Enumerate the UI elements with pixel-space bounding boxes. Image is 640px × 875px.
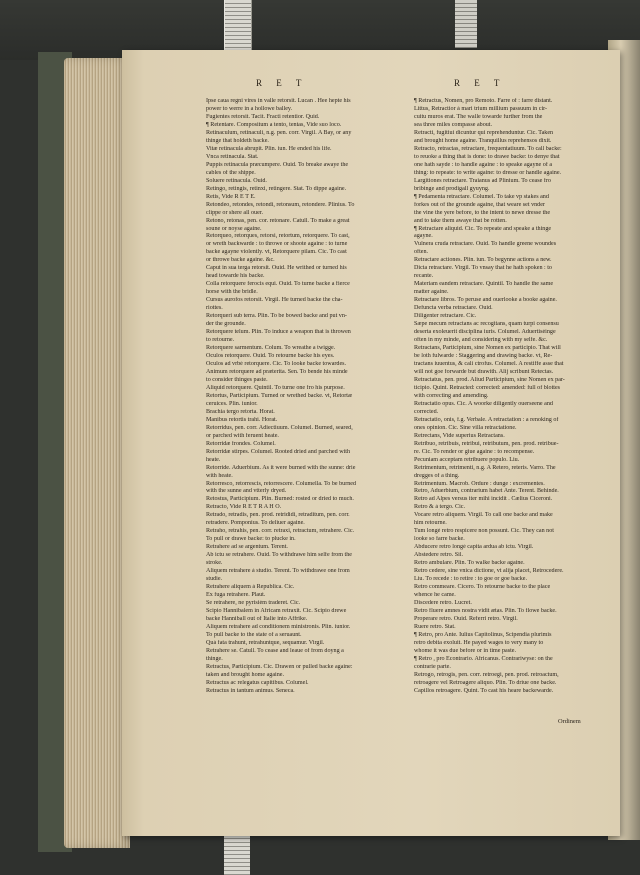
text-line: the vine the yere before, to the intent to newe dresse the [414, 209, 551, 216]
text-line: corrected. [414, 408, 439, 415]
text-line: backe agayne violently. vt, Retorquere pilam. Cic. To cast [206, 249, 347, 256]
text-line: Retrahere se. Catull. To cease and leaue of from doyng a [206, 647, 344, 654]
text-line: studie. [206, 576, 223, 583]
text-line: Abstedere retro. Sil. [414, 552, 464, 559]
text-line: Retraho, retrahis, pen. corr. retraxi, retractum, retrahere. Cic. [206, 528, 355, 535]
text-line: Soluere retinacula. Ouid. [206, 177, 267, 184]
text-line: Puppis retinacula præcumpere. Ouid. To breake awaye the [206, 161, 349, 168]
text-line: recante. [414, 273, 434, 280]
text-line: or wreth backwarde : to throwe or shoote againe : to turne [206, 241, 348, 248]
text-line: Retortus, Participium. Turned or wrethed backe. vt, Retortæ [206, 392, 353, 399]
text-line: ¶ Retractus, Nomen, pro Remoto. Farre of : farre distant. [414, 98, 553, 104]
text-line: whome it was due before or in time paste. [414, 647, 517, 654]
text-line: ones opinion. Cic. Sine villa retractatione. [414, 424, 517, 431]
text-line: often. [414, 249, 429, 256]
text-line: Retro ad Alpes versus iter mihi incidit . Cælius Ciceroni. [414, 496, 553, 503]
text-line: Retostus, Participium. Plin. Burned: rosted or dried to much. [206, 496, 354, 503]
text-line: Aliquem retrahere ad conditionem ministronis. Plin. iunior. [206, 623, 351, 630]
text-line: or throwe backe againe. &c. [206, 257, 275, 264]
text-line: Vitæ retinacula abrupit. Plin. iun. He ended his life. [206, 145, 332, 152]
text-line: Colla retorquere ferocis equi. Ouid. To turne backe a fierce [206, 281, 350, 288]
text-line: Materiam eandem retractare. Quintil. To handle the same [414, 281, 554, 288]
text-line: Retrectans, Vide superius Retractans. [414, 432, 505, 439]
text-line: Pecuniam acceptam retribuere populo. Liu. [414, 456, 520, 463]
text-line: Retorridæ frondes. Columel. [206, 440, 276, 447]
text-line: bribinge and prodigall gyuyng. [414, 185, 490, 192]
text-line: Properare retro. Ouid. Referri retro. Virgil. [414, 615, 518, 622]
text-line: Retorridus, pen. corr. Adiectiuum. Columel. Burned, seared, [206, 424, 353, 431]
text-line: Defuncta verba retractare. Ouid. [414, 305, 493, 312]
text-line: horse with the bridle. [206, 289, 258, 296]
text-line: often in my minde, and considering with my selfe. &c. [414, 337, 548, 344]
text-line: ¶ Retentare. Compositum a tento, tentas, Vide suo loco. [206, 121, 342, 128]
text-line: Capillos retroagere. Quint. To cast his heare backewarde. [414, 687, 554, 694]
text-line: Vocare retro aliquem. Virgil. To call one backe and make [414, 512, 553, 519]
text-line: matter againe. [414, 289, 449, 296]
text-line: Retono, retonas, pen. cor. retonare. Catull. To make a great [206, 217, 350, 224]
text-line: Retrahere ad se argentum. Terent. [206, 544, 288, 551]
text-line: Retorquere telum. Plin. To induce a weapon that is throwen [206, 329, 351, 336]
text-line: Abducere retro longè capita ardua ab ictu. Virgil. [414, 544, 534, 551]
text-line: To pull or drawe backe: to plucke in. [206, 536, 296, 543]
text-line: Ruere retro. Stat. [414, 623, 456, 630]
text-line: Retractatio, onis, f.g. Verbale. A retractation : a renoking of [414, 416, 559, 423]
text-line: Retorquere sarmentum. Colum. To wreathe a twigge. [206, 345, 336, 352]
text-line: ¶ Pedamenta retractare. Columel. To take vp stakes and [414, 193, 549, 200]
text-line: Retondeo, retondes, retondi, retonsum, retondere. Plinius. To [206, 201, 355, 208]
text-line: der the grounde. [206, 321, 246, 328]
text-line: stroke. [206, 560, 223, 567]
text-line: Retribuo, retribuis, retribui, retributum, pen. prod. retribue- [414, 440, 559, 447]
text-line: ticipio. Quint. Retracted: corrected: amended: full of blottes [414, 384, 561, 391]
text-line: retradere. Pomponius. To deliuer againe. [206, 520, 305, 527]
text-line: Ipse caua regni vires in valle retorsit. Lucan . Hee hepte his [206, 98, 351, 104]
running-head-right: R E T [454, 78, 506, 88]
text-line: Largitiones retractare. Traianus ad Plinium. To cease fro [414, 177, 551, 184]
text-line: Retracto, retractas, retractare, frequentatiuum. To call backe: [414, 145, 562, 152]
text-line: Retorridæ stirpes. Columel. Rooted dried and parched with [206, 448, 351, 455]
text-line: to reuoke a thing that is done: to drawe backe: to denye that [414, 153, 560, 160]
text-line: to retourne. [206, 337, 235, 344]
measurement-ruler-top [224, 0, 252, 56]
text-line: Dicta retractare. Virgil. To vnsay that he hath spoken : to [414, 265, 552, 272]
text-line: retro debita exoluit. He payed wages to very many to [414, 639, 544, 646]
text-line: power to werre in a hollowe balley. [206, 105, 293, 112]
text-line: tractans iuuentus, & cali ctrofus. Columel. A restiffe asse that [414, 360, 564, 367]
page-stack-edge [64, 58, 130, 848]
text-line: contrarie parte. [414, 663, 451, 670]
text-line: Discedere retro. Lucret. [414, 600, 472, 607]
text-line: Se retrahere, ne pyrisiém traderet. Cic. [206, 600, 301, 607]
text-line: Retinaculum, retinaculi, n.g. pen. corr. Virgil. A Bay, or any [206, 129, 352, 136]
text-line: backe Hanniball out of Italie into Affrike. [206, 615, 308, 622]
text-line: Caput in sua terga retorsit. Ouid. He writhed or turned his [206, 265, 347, 272]
text-line: Retractus ac relegatus capitibus. Columel. [206, 679, 309, 686]
text-line: Retro & à tergo. Cic. [414, 504, 465, 511]
text-line: Manibus retortis trahi. Horat. [206, 416, 278, 423]
text-line: riottes. [206, 305, 223, 312]
text-line: Retrogo, retrogis, pen. corr. retroegi, pen. prod. retroactum, [414, 671, 559, 678]
text-line: thing: to repeate: to write againe: to dresse or handle againe. [414, 169, 562, 176]
text-line: ¶ Retro , pro Econtrario. Africanus. Contrariwyse: on the [414, 655, 553, 662]
text-line: Retractare libros. To peruse and ouerlooke a booke againe. [414, 297, 557, 304]
text-line: with correcting and amending. [414, 392, 489, 399]
left-column [206, 98, 410, 696]
text-line: Oculos retorquere. Ouid. To retourne backe his eyes. [206, 353, 335, 359]
text-line: Retracti, fugitiui dicuntur qui reprehenduntur. Cic. Taken [414, 129, 554, 136]
text-line: Sæpe mecum retractans ac recogitans, quam turpi consensu [414, 321, 559, 328]
text-line: Retis, Vide R E T E. [206, 193, 256, 200]
text-line: heate. [206, 456, 221, 463]
text-line: To pull backe to the state of a seruaunt. [206, 631, 302, 638]
text-line: looke so farre backe. [414, 536, 465, 543]
text-line: Retorqueri sub terra. Plin. To be bowed backe and put vn- [206, 313, 347, 320]
text-line: Liu. To recede : to retire : to goe or goe backe. [414, 576, 527, 583]
text-line: clippe or shere all ouer. [206, 209, 264, 216]
catchword: Ordinem [558, 718, 581, 725]
text-line: with the sunne and vtterly dryed. [206, 488, 287, 495]
text-line: Aliquid retorquere. Quintil. To turne one fro his purpose. [206, 384, 345, 391]
text-line: and brought home againe. Tranquillus reprehensos dixit. [414, 137, 552, 144]
text-line: Aliquem retrahere à studio. Terent. To withdrawe one from [206, 568, 350, 575]
text-line: whence he came. [414, 592, 456, 599]
text-line: Fugientes retorsit. Tacit. Fracti retentior. Quid. [206, 113, 320, 120]
text-line: Retro cedere, sine vnica dictione, vt alija placet, Retrocedere. [414, 568, 564, 575]
text-line: taken and brought home againe. [206, 671, 285, 678]
text-line: soune or noyse againe. [206, 225, 262, 232]
text-line: deserta exoleuerit disciplina iuris. Columel. Aduertiséinge [414, 329, 556, 336]
text-line: Retro ambulare. Plin. To walke backe againe. [414, 560, 525, 567]
text-line: will not goe forwarde but drawith. Alij scribunt Retectas. [414, 368, 554, 375]
text-line: one hath sayde : to handle againe : to speake agayne of a [414, 161, 553, 168]
text-line: Retorqueo, retorques, retorsi, retortum, retorquere. To cast, [206, 233, 350, 240]
text-line: ¶ Retractare aliquid. Cic. To repeate and speake a thinge [414, 225, 552, 232]
text-line: him retourne. [414, 520, 447, 527]
text-line: forkes out of the grounde againe, that weare set vnder [414, 201, 545, 208]
text-line: head towarde his backe. [206, 273, 265, 280]
text-line: Oculos ad vrbé retorquere. Cic. To looke backe towardes. [206, 360, 347, 367]
text-line: dregges of a thing. [414, 472, 460, 479]
text-line: Quá fata trahunt, retrahuntque, sequamur. Virgil. [206, 639, 325, 646]
text-line: ¶ Retro, pro Ante. Iulius Capitolinus, Scipendia plurimis [414, 631, 552, 638]
text-line: Retrado, retradis, pen. prod. retrididi, retraditum, pen. corr. [206, 512, 350, 519]
text-line: cuitu muros erat. The walle towarde further from the [414, 113, 543, 120]
text-line: with heate. [206, 472, 233, 479]
text-line: Retro commeare. Cicero. To retourne backe to the place [414, 584, 551, 591]
text-line: Retracto, Vide R E T R A H O. [206, 504, 282, 511]
text-line: Tum longè retro respicere non possunt. Cic. They can not [414, 528, 554, 535]
text-line: retroagere vel Retroagere aliquo. Plin. To driue one backe. [414, 679, 557, 686]
measurement-ruler-top-right [455, 0, 477, 48]
text-line: Retrahere aliquem à Republica. Cic. [206, 584, 295, 591]
text-line: Animum retorquere ad præterita. Sen. To bende his minde [206, 368, 348, 375]
text-line: Retractus, Participium. Cic. Drawen or pulled backe againe: [206, 663, 353, 670]
text-line: Retorride. Aduerbium. As it were burned with the sunne: drie [206, 464, 356, 471]
text-line: Retrimentum. Macrob. Ordure : dunge : excrementes. [414, 480, 545, 487]
text-line: Scipio Hannibalem in Africam retraxit. Cic. Scipio drewe [206, 608, 347, 614]
right-column [414, 98, 618, 696]
text-line: thinge. [206, 655, 223, 662]
text-line: or parched with feruent heate. [206, 432, 279, 439]
text-line: be loth fulwarde : Staggering and drawing backe. vt, Re- [414, 353, 553, 359]
text-line: Littus, Retractior à mari trium millium passuum in cir- [414, 105, 548, 112]
text-line: Retractare actiones. Plin. iun. To begynne actions a new. [414, 257, 552, 264]
text-line: agayne. [414, 233, 433, 240]
text-line: Ex fuga retrahere. Plaut. [206, 592, 266, 599]
text-line: re. Cic. To render or giue againe : to recompense. [414, 448, 535, 455]
text-line: Retractatus, pen. prod. Aliud Participium, sine Nomen ex par- [414, 376, 565, 383]
text-line: Brachia tergo retorta. Horat. [206, 408, 275, 415]
text-line: Ab ictu se retrahere. Ouid. To withdrawe him selfe from the [206, 552, 353, 559]
running-head-left: R E T [256, 78, 308, 88]
text-line: to consider thinges paste. [206, 376, 268, 383]
text-line: thinge that holdeth backe. [206, 137, 269, 144]
text-line: ceruices. Plin. iunior. [206, 400, 258, 407]
text-line: Retrimentum, retrimenti, n.g. A Retero, reteris. Varro. The [414, 464, 556, 471]
text-line: Retro fluere amnes nostra vidit ætas. Plin. To flowe backe. [414, 608, 557, 614]
text-line: Retorresco, retorrescis, retorrescere. Columella. To be burned [206, 480, 357, 487]
text-line: Retro, Aduerbium, contrarium habet Ante. Terent. Behinde. [414, 488, 559, 495]
text-line: Retingo, retingis, retinxi, retingere. Stat. To dippe againe. [206, 185, 347, 192]
book-page [122, 50, 620, 836]
text-line: sea three miles compasse about. [414, 121, 493, 128]
text-line: cables of the shippe. [206, 169, 256, 176]
text-line: Retractus in tantum animus. Seneca. [206, 687, 295, 694]
text-line: Vulnera cruda retractare. Ouid. To handle greene woundes [414, 241, 557, 248]
text-line: and to take them awaye that be rotten. [414, 217, 507, 224]
text-line: Diligenter retractare. Cic. [414, 313, 477, 320]
text-line: Vnca retinacula. Stat. [206, 153, 259, 160]
text-line: Retractatio opus. Cic. A woorke diligently ouerseene and [414, 400, 553, 407]
text-line: Retractans, Participium, sine Nomen ex participio. That will [414, 345, 561, 352]
text-line: Cursus aurofos retorsit. Virgil. He turned backe the cha- [206, 297, 343, 304]
